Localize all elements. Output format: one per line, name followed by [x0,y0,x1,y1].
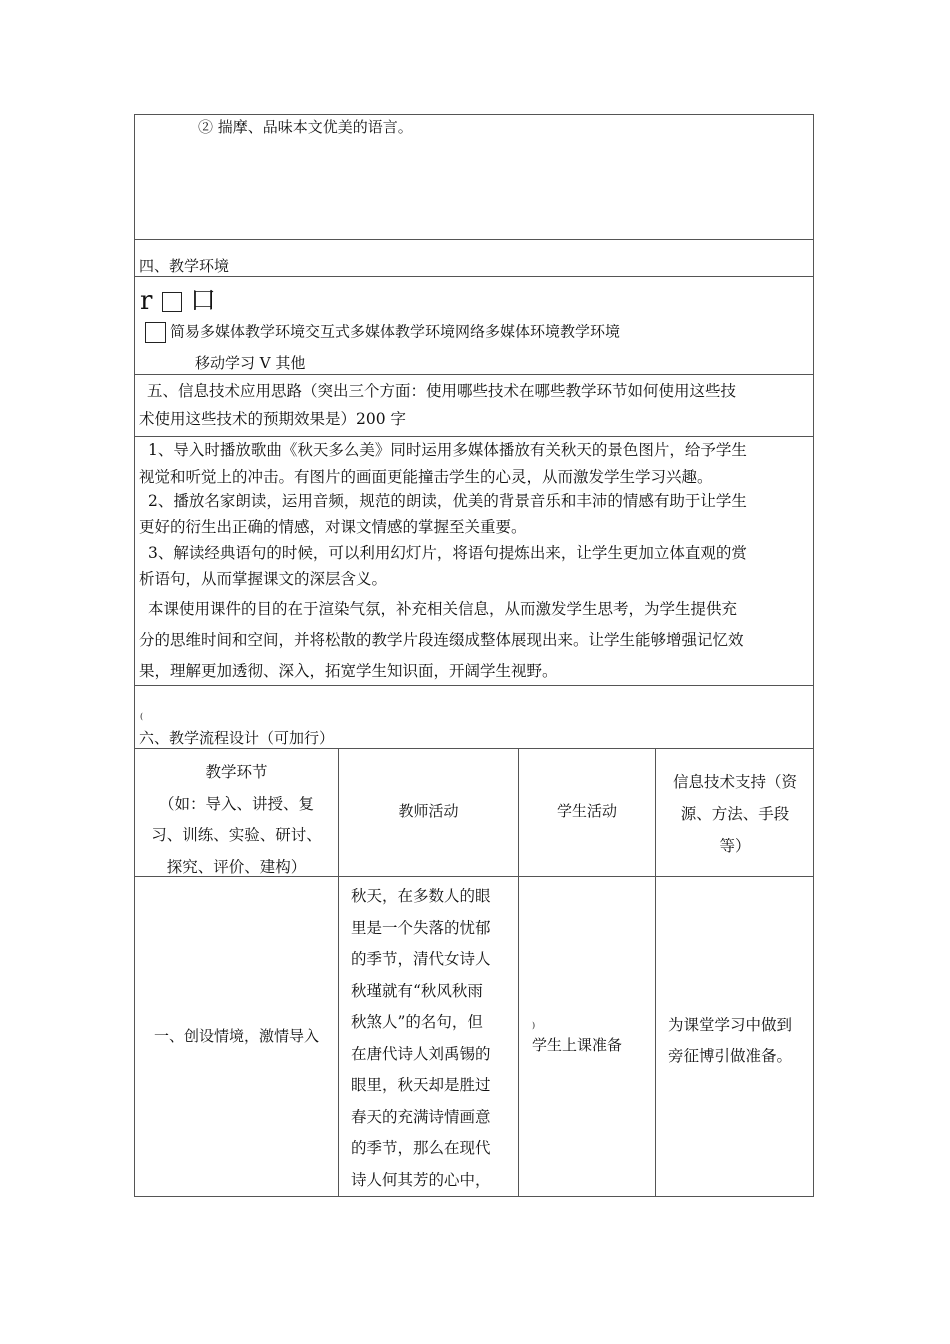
env-marks [140,288,216,314]
row1-teacher-line: 秋煞人”的名句，但 [351,1013,483,1031]
row1-tech-line: 旁征博引做准备。 [668,1047,793,1065]
row1-stage: 一、创设情境，激情导入 [153,1027,319,1045]
objective-item: ② 揣摩、品味本文优美的语言。 [198,118,413,136]
row1-teacher-line: 在唐代诗人刘禹锡的 [351,1044,491,1063]
header-tech-line: 信息技术支持（资 [672,773,797,791]
env-options: 简易多媒体教学环境交互式多媒体教学环境网络多媒体环境教学环境 [170,322,621,341]
header-stage-line: 探究、评价、建构） [166,857,307,876]
section5-p2-line1: 2、播放名家朗读，运用音频，规范的朗读，优美的背景音乐和丰沛的情感有助于让学生 [148,492,747,510]
header-stage-line: （如：导入、讲授、复 [158,794,314,813]
section5-p3-line1: 3、解读经典语句的时候，可以利用幻灯片，将语句提炼出来，让学生更加立体直观的赏 [148,544,747,562]
row1-teacher-line: 春天的充满诗情画意 [351,1107,491,1126]
row1-teacher-line: 的季节，清代女诗人 [351,950,491,968]
mark-kou: 口 [189,286,216,316]
rule-after-objectives [134,239,814,240]
header-tech-line: 源、方法、手段 [680,805,790,823]
row1-teacher-line: 秋瑾就有“秋风秋雨 [351,981,483,1000]
section5-p3-line2: 析语句，从而掌握课文的深层含义。 [139,570,388,588]
header-student: 学生活动 [556,802,617,820]
section5-p4-line2: 分的思维时间和空间，并将松散的教学片段连缀成整体展现出来。让学生能够增强记忆效 [139,631,744,649]
section5-p1-line1: 1、导入时播放歌曲《秋天多么美》同时运用多媒体播放有关秋天的景色图片，给予学生 [148,441,747,459]
row1-student-mark: ) [532,1021,536,1030]
section6-heading: 六、教学流程设计（可加行） [139,729,335,747]
section5-p1-line2: 视觉和听觉上的冲击。有图片的画面更能撞击学生的心灵，从而激发学生学习兴趣。 [139,468,713,486]
rule-after-section5-body [134,685,814,686]
checkbox-icon[interactable] [162,292,182,312]
env-options-2: 移动学习 V 其他 [195,354,306,372]
row1-teacher-line: 的季节，那么在现代 [351,1139,491,1157]
checkbox-icon[interactable] [145,322,166,343]
row1-tech-support [668,1010,792,1072]
header-tech [656,766,814,862]
row1-tech-line: 为课堂学习中做到 [668,1016,793,1034]
row1-student-activity: 学生上课准备 [532,1036,623,1054]
section4-heading: 四、教学环境 [139,257,230,275]
header-stage-line: 习、训练、实验、研讨、 [151,826,322,844]
section5-p4-line3: 果，理解更加透彻、深入，拓宽学生知识面，开阔学生视野。 [139,662,558,680]
row1-teacher-activity [351,881,491,1196]
mark-r: r [140,286,153,316]
section5-p4-line1: 本课使用课件的目的在于渲染气氛，补充相关信息，从而激发学生思考，为学生提供充 [148,600,738,618]
rule-after-section6-heading [134,748,814,749]
env-options-row [145,322,620,343]
header-stage-line: 教学环节 [205,763,268,781]
rule-after-section4-heading [134,276,814,277]
section5-p2-line2: 更好的衍生出正确的情感，对课文情感的掌握至关重要。 [139,518,527,536]
row1-teacher-line: 秋天，在多数人的眼 [351,887,491,905]
section5-heading-line1: 五、信息技术应用思路（突出三个方面：使用哪些技术在哪些教学环节如何使用这些技 [147,382,737,400]
section5-heading-line2: 术使用这些技术的预期效果是）200 字 [139,410,407,428]
header-tech-line: 等） [719,837,751,855]
row1-teacher-line: 诗人何其芳的心中， [351,1170,491,1189]
row1-teacher-line: 眼里，秋天却是胜过 [351,1076,491,1094]
row1-teacher-line: 里是一个失落的忧郁 [351,918,491,937]
stray-mark: ( [140,712,144,721]
header-teacher: 教师活动 [398,802,459,820]
rule-after-env [134,374,814,375]
header-stage [135,757,338,883]
